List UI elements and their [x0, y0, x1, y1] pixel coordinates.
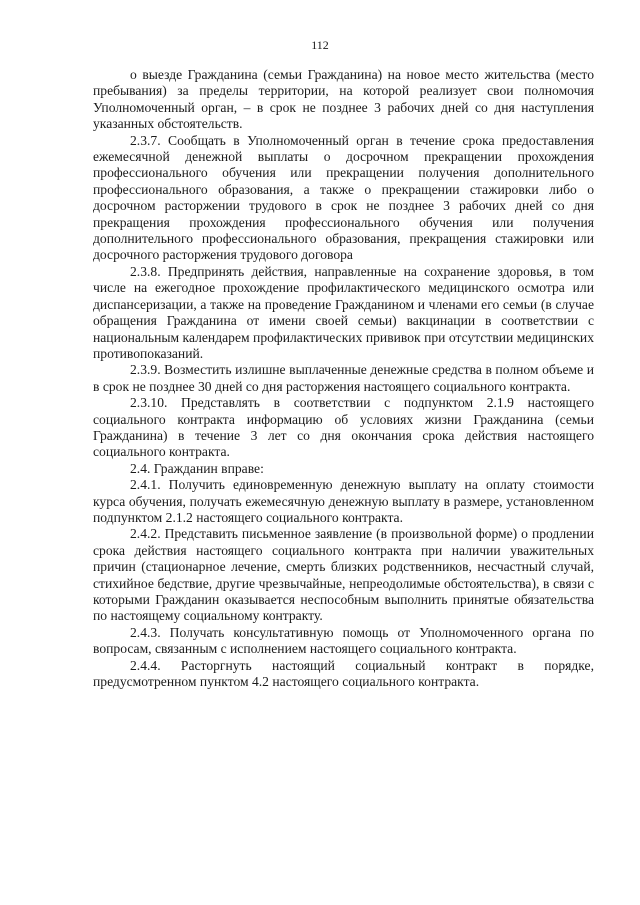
paragraph-2-4-4: 2.4.4. Расторгнуть настоящий социальный контракт в порядке, предусмотренном пунктом 4.2 настоящего социального контракта. — [93, 657, 594, 690]
paragraph-2-4: 2.4. Гражданин вправе: — [130, 460, 264, 476]
paragraph-continuation: о выезде Гражданина (семьи Гражданина) на новое место жительства (место пребывания) за пределы территории, на которой реализует свои полномочия Уполномоченный орган, – в срок не позднее 3 рабочих дней со дня наступления указанных обстоятельств. — [93, 67, 594, 132]
document-body — [93, 67, 594, 690]
paragraph-2-3-10: 2.3.10. Представлять в соответствии с подпунктом 2.1.9 настоящего социального контракта информацию об условиях жизни Гражданина (семьи Гражданина) в течение 3 лет со дня окончания срока действия настоящего социального контракта. — [93, 395, 594, 460]
paragraph-2-3-7: 2.3.7. Сообщать в Уполномоченный орган в течение срока предоставления ежемесячной денежной выплаты о досрочном прекращении прохождения профессионального обучения или прекращении получения дополнительного профессионального образования, а также о прекращении стажировки либо о досрочном расторжении трудового в срок не позднее 3 рабочих дней со дня прекращения прохождения профессионального обучения или получения дополнительного профессионального образования, прекращения стажировки или досрочного расторжения трудового договора — [93, 132, 594, 263]
paragraph-2-4-1: 2.4.1. Получить единовременную денежную выплату на оплату стоимости курса обучения, получать ежемесячную денежную выплату в размере, установленном подпунктом 2.1.2 настоящего социального контракта. — [93, 477, 594, 525]
paragraph-2-4-3: 2.4.3. Получать консультативную помощь от Уполномоченного органа по вопросам, связанным с исполнением настоящего социального контракта. — [93, 624, 594, 657]
paragraph-2-3-9: 2.3.9. Возместить излишне выплаченные денежные средства в полном объеме и в срок не позднее 30 дней со дня расторжения настоящего социального контракта. — [93, 362, 594, 394]
paragraph-2-3-8: 2.3.8. Предпринять действия, направленные на сохранение здоровья, в том числе на ежегодное прохождение профилактического медицинского осмотра или диспансеризации, а также на проведение Гражданином и членами его семьи (в случае обращения Гражданина от имени своей семьи) вакцинации в соответствии с национальным календарем профилактических прививок при отсутствии медицинских противопоказаний. — [93, 263, 594, 361]
page-number: 112 — [311, 38, 329, 52]
paragraph-2-4-2: 2.4.2. Представить письменное заявление (в произвольной форме) о продлении срока действия настоящего социального контракта при наличии уважительных причин (стационарное лечение, смерть близких родственников, несчастный случай, стихийное бедствие, другие чрезвычайные, непреодолимые обстоятельства), в связи с которыми Гражданин оказывается неспособным выполнить принятые обязательства по настоящему социальному контракту. — [93, 526, 594, 624]
